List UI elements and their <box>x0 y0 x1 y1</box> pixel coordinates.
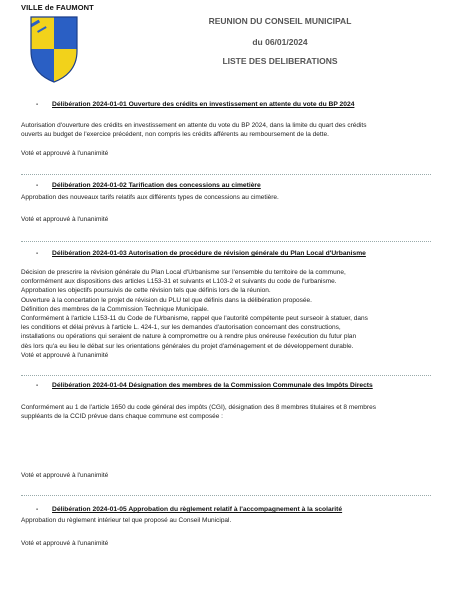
vote-result-5: Voté et approuvé à l'unanimité <box>21 540 109 547</box>
deliberation-title-2: - Délibération 2024-01-02 Tarification des concessions au cimetière <box>36 182 261 189</box>
vote-result-4: Voté et approuvé à l'unanimité <box>21 472 109 479</box>
divider <box>21 174 431 175</box>
document-subtitle: LISTE DES DELIBERATIONS <box>222 56 338 66</box>
coat-of-arms-logo <box>29 15 79 83</box>
vote-result-2: Voté et approuvé à l'unanimité <box>21 216 109 223</box>
divider <box>21 241 431 242</box>
divider <box>21 495 431 496</box>
document-title: REUNION DU CONSEIL MUNICIPAL <box>208 16 352 26</box>
town-name: VILLE de FAUMONT <box>21 3 94 12</box>
deliberation-body-3: Décision de prescrire la révision générale du Plan Local d'Urbanisme sur l'ensemble du territoire de la commune, conformément aux dispositions des articles L153-31 et suivants et L103-2 et suivants du code de l'urbanisme. Approbation les objectifs poursuivis de cette révision tels que définis lors de la réunion. Ouverture à la concertation le projet de révision du PLU tel que définis dans la délibération proposée. Définition des membres de la Commission Technique Municipale. Conformément à l'article L153-11 du Code de l'Urbanisme, rappel que l'autorité compétente peut surseoir à statuer, dans les conditions et délai prévus à l'article L. 424-1, sur les demandes d'autorisation concernant des constructions, installations ou opérations qui seraient de nature à compromettre ou à rendre plus onéreuse l'exécution du futur plan dès lors qu'a eu lieu le débat sur les orientations générales du projet d'aménagement et de développement durable. <box>21 269 368 350</box>
deliberation-body-4: Conformément au 1 de l'article 1650 du code général des impôts (CGI), désignation des 8 membres titulaires et 8 membres suppléants de la CCID prévue dans chaque commune est composée : <box>21 404 376 421</box>
divider <box>21 375 431 376</box>
deliberation-title-1: - Délibération 2024-01-01 Ouverture des crédits en investissement en attente du vote du BP 2024 <box>36 101 355 108</box>
deliberation-body-1: Autorisation d'ouverture des crédits en investissement en attente du vote du BP 2024, dans la limite du quart des crédits ouverts au budget de l'exercice précédent, non compris les crédits afférents au remboursement de la dette. <box>21 122 367 139</box>
document-date: du 06/01/2024 <box>252 37 308 47</box>
vote-result-1: Voté et approuvé à l'unanimité <box>21 150 109 157</box>
deliberation-title-5: - Délibération 2024-01-05 Approbation du règlement relatif à l'accompagnement à la scolarité <box>36 506 343 513</box>
deliberation-title-4: - Délibération 2024-01-04 Désignation des membres de la Commission Communale des Impôts Directs <box>36 382 373 389</box>
deliberation-body-5: Approbation du règlement intérieur tel que proposé au Conseil Municipal. <box>21 517 232 524</box>
deliberation-title-3: - Délibération 2024-01-03 Autorisation de procédure de révision générale du Plan Local d'Urbanisme <box>36 250 366 257</box>
vote-result-3: Voté et approuvé à l'unanimité <box>21 352 109 359</box>
deliberation-body-2: Approbation des nouveaux tarifs relatifs aux différents types de concessions au cimetière. <box>21 194 279 201</box>
